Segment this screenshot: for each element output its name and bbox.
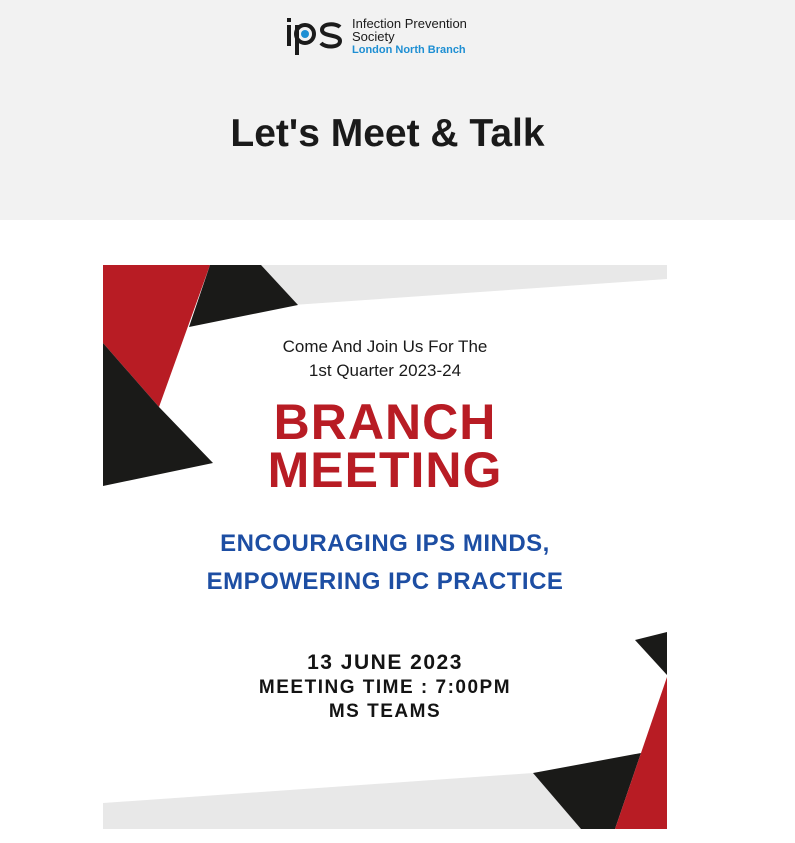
logo-line-1: Infection Prevention [352,16,467,31]
logo-wordmark [352,17,467,57]
title-line-1: BRANCH [273,394,497,450]
email-header [0,0,795,220]
tagline-line-1: ENCOURAGING IPS MINDS, [220,530,550,557]
page-headline: Let's Meet & Talk [230,112,545,155]
invite-text [103,335,667,383]
title-line-2: MEETING [267,442,503,498]
meeting-details [103,650,667,724]
meeting-time: MEETING TIME : 7:00PM [258,677,512,698]
meeting-date: 13 JUNE 2023 [307,651,463,674]
logo-line-2: Society [352,29,395,44]
bottom-grey-band [103,773,581,829]
ips-logo [284,14,494,58]
meeting-venue: MS TEAMS [328,701,442,722]
meeting-title [103,394,667,498]
meeting-poster [103,265,667,829]
invite-line-1: Come And Join Us For The [282,337,488,356]
invite-line-2: 1st Quarter 2023-24 [308,361,462,380]
top-grey-band [253,265,667,305]
tagline-line-2: EMPOWERING IPC PRACTICE [206,568,564,595]
ips-logo-mark [284,14,348,58]
meeting-tagline [103,525,667,601]
logo-branch-name: London North Branch [352,44,466,56]
